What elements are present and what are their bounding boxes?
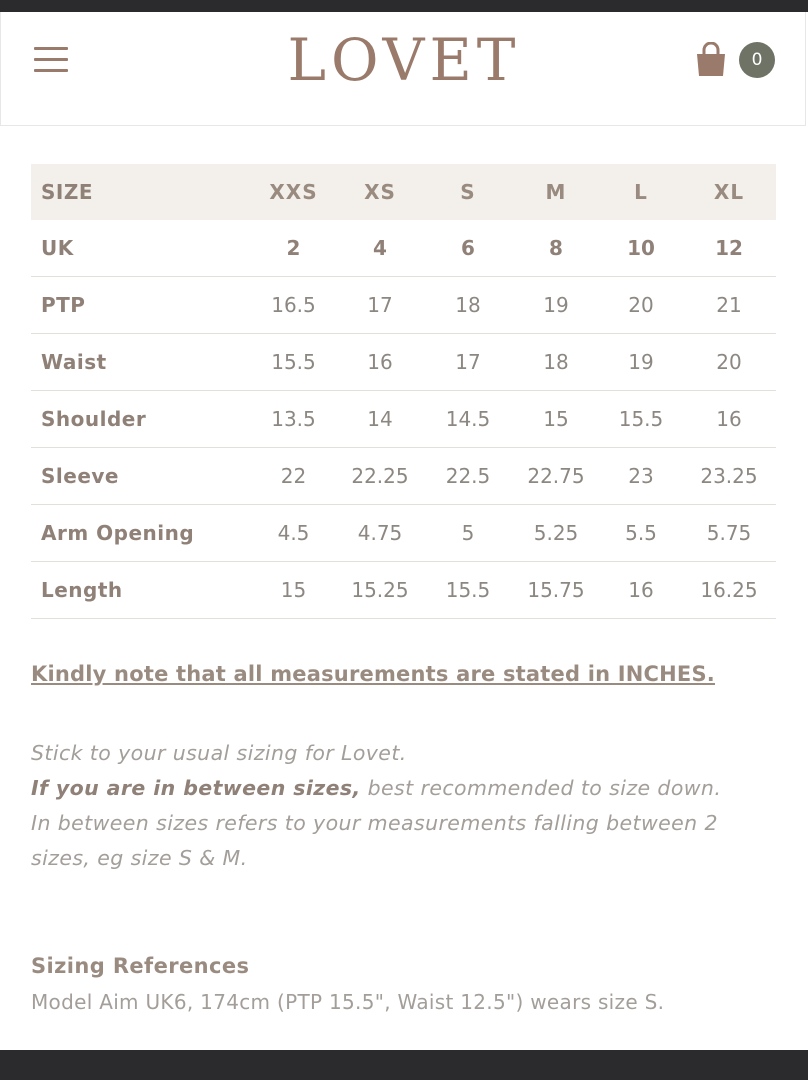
table-row bbox=[31, 334, 776, 391]
sizing-references-title: Sizing References bbox=[31, 954, 250, 978]
table-cell: 16.25 bbox=[682, 562, 776, 619]
row-label: PTP bbox=[31, 277, 251, 334]
shopping-bag-icon[interactable] bbox=[695, 42, 727, 78]
table-cell: 5.5 bbox=[600, 505, 682, 562]
table-cell: 23.25 bbox=[682, 448, 776, 505]
table-cell: 21 bbox=[682, 277, 776, 334]
size-header-cell: XXS bbox=[251, 164, 336, 220]
row-label: Shoulder bbox=[31, 391, 251, 448]
table-cell: 20 bbox=[600, 277, 682, 334]
table-cell: 8 bbox=[512, 220, 600, 277]
table-row bbox=[31, 277, 776, 334]
table-row bbox=[31, 448, 776, 505]
size-header-cell: XL bbox=[682, 164, 776, 220]
table-cell: 16 bbox=[600, 562, 682, 619]
table-cell: 5.75 bbox=[682, 505, 776, 562]
table-row bbox=[31, 391, 776, 448]
table-cell: 16 bbox=[336, 334, 424, 391]
table-cell: 14 bbox=[336, 391, 424, 448]
table-cell: 15 bbox=[251, 562, 336, 619]
table-cell: 2 bbox=[251, 220, 336, 277]
table-row bbox=[31, 220, 776, 277]
advice-line bbox=[31, 771, 751, 806]
size-header-cell: S bbox=[424, 164, 512, 220]
table-cell: 5 bbox=[424, 505, 512, 562]
table-cell: 4.75 bbox=[336, 505, 424, 562]
table-cell: 15.5 bbox=[600, 391, 682, 448]
advice-emphasis: If you are in between sizes, bbox=[31, 776, 361, 800]
advice-rest: best recommended to size down. bbox=[360, 776, 722, 800]
brand-logo[interactable]: LOVET bbox=[287, 26, 521, 94]
product-page bbox=[0, 12, 808, 1050]
table-row bbox=[31, 505, 776, 562]
sizing-advice bbox=[31, 736, 751, 876]
table-cell: 20 bbox=[682, 334, 776, 391]
table-cell: 22.5 bbox=[424, 448, 512, 505]
size-header-cell: XS bbox=[336, 164, 424, 220]
table-cell: 4.5 bbox=[251, 505, 336, 562]
table-cell: 16.5 bbox=[251, 277, 336, 334]
table-cell: 17 bbox=[424, 334, 512, 391]
size-header-cell: M bbox=[512, 164, 600, 220]
table-cell: 15.25 bbox=[336, 562, 424, 619]
table-cell: 10 bbox=[600, 220, 682, 277]
size-chart-table bbox=[31, 164, 776, 619]
table-cell: 12 bbox=[682, 220, 776, 277]
table-cell: 4 bbox=[336, 220, 424, 277]
size-header-cell: L bbox=[600, 164, 682, 220]
row-label: Arm Opening bbox=[31, 505, 251, 562]
sizing-references-text: Model Aim UK6, 174cm (PTP 15.5", Waist 12.5") wears size S. bbox=[31, 990, 665, 1014]
table-cell: 14.5 bbox=[424, 391, 512, 448]
size-header-label: SIZE bbox=[31, 164, 251, 220]
table-cell: 23 bbox=[600, 448, 682, 505]
size-header-row bbox=[31, 164, 776, 220]
table-cell: 13.5 bbox=[251, 391, 336, 448]
table-row bbox=[31, 562, 776, 619]
row-label: Sleeve bbox=[31, 448, 251, 505]
table-cell: 19 bbox=[600, 334, 682, 391]
table-cell: 16 bbox=[682, 391, 776, 448]
cart-count-badge[interactable]: 0 bbox=[739, 42, 775, 78]
table-cell: 15.5 bbox=[251, 334, 336, 391]
row-label: Waist bbox=[31, 334, 251, 391]
table-cell: 15.75 bbox=[512, 562, 600, 619]
site-header bbox=[0, 12, 806, 126]
table-cell: 19 bbox=[512, 277, 600, 334]
row-label: Length bbox=[31, 562, 251, 619]
table-cell: 22.75 bbox=[512, 448, 600, 505]
table-cell: 22 bbox=[251, 448, 336, 505]
table-cell: 17 bbox=[336, 277, 424, 334]
advice-line: In between sizes refers to your measurements falling between 2 sizes, eg size S & M. bbox=[31, 811, 718, 870]
table-cell: 15 bbox=[512, 391, 600, 448]
table-cell: 18 bbox=[424, 277, 512, 334]
table-cell: 18 bbox=[512, 334, 600, 391]
table-cell: 22.25 bbox=[336, 448, 424, 505]
table-cell: 6 bbox=[424, 220, 512, 277]
measurement-note: Kindly note that all measurements are stated in INCHES. bbox=[31, 662, 715, 686]
table-cell: 5.25 bbox=[512, 505, 600, 562]
table-cell: 15.5 bbox=[424, 562, 512, 619]
row-label: UK bbox=[31, 220, 251, 277]
advice-line: Stick to your usual sizing for Lovet. bbox=[31, 741, 407, 765]
